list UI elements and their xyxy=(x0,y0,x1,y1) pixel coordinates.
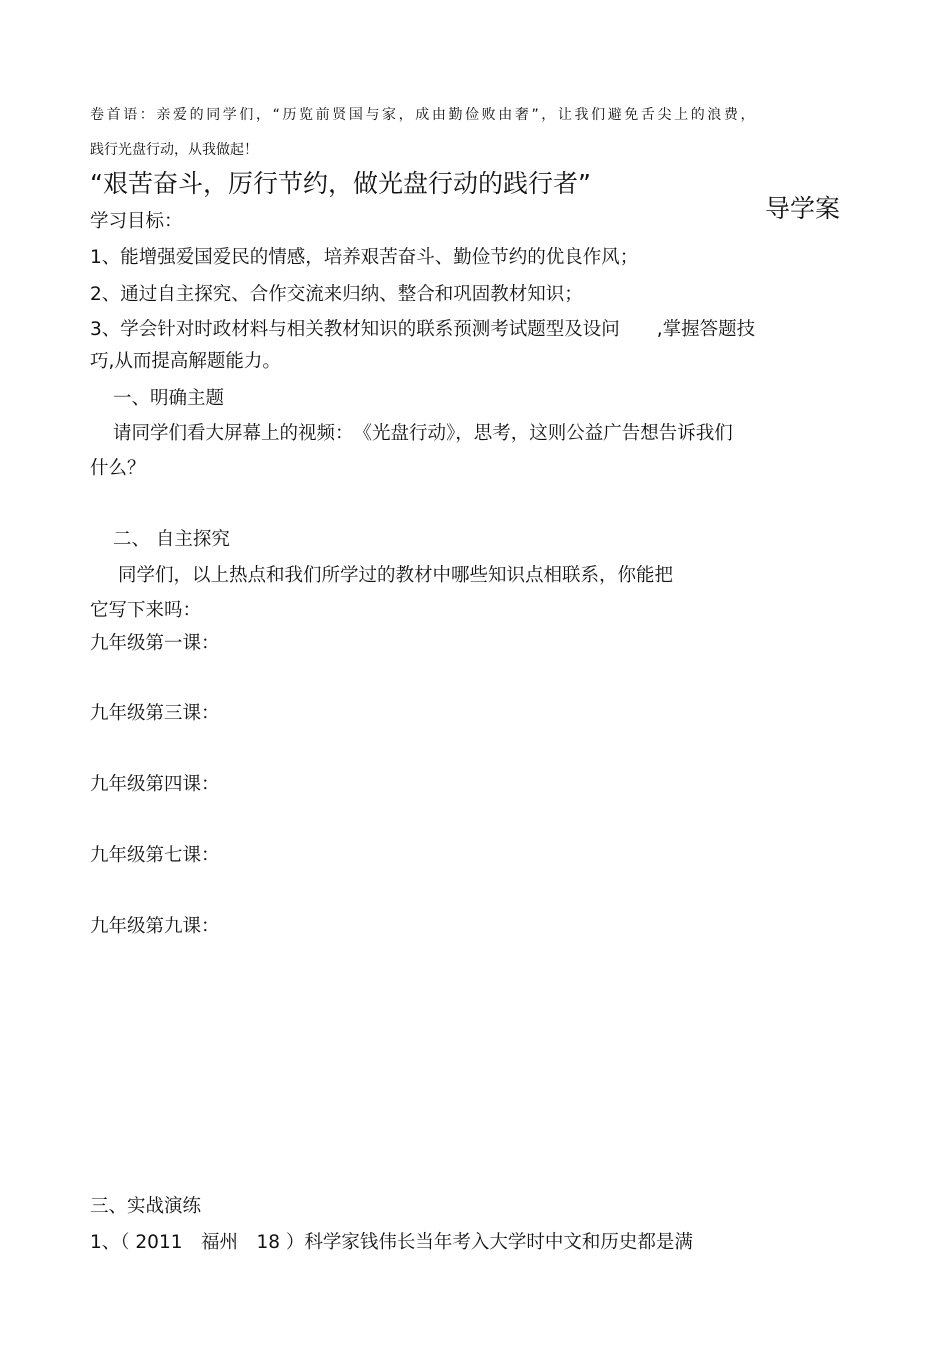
objective-item-3-cont: 巧,从而提高解题能力。 xyxy=(90,351,281,372)
section2-heading: 二、 自主探究 xyxy=(113,529,230,550)
section1-text-line-2: 什么？ xyxy=(90,458,146,479)
preface-line-1: 卷首语：亲爱的同学们，“历览前贤国与家，成由勤俭败由奢”，让我们避免舌尖上的浪费， xyxy=(90,107,758,123)
objectives-heading: 学习目标： xyxy=(90,211,183,232)
section1-heading: 一、明确主题 xyxy=(113,388,225,409)
objective-item-1: 1、能增强爱国爱民的情感，培养艰苦奋斗、勤俭节约的优良作风； xyxy=(90,247,639,268)
section2-text-line-2: 它写下来吗： xyxy=(90,600,202,621)
objective-item-2: 2、通过自主探究、合作交流来归纳、整合和巩固教材知识； xyxy=(90,284,583,305)
document-title-suffix: 导学案 xyxy=(765,194,841,223)
lesson-item: 九年级第四课： xyxy=(90,774,220,795)
section3-question-1: 1、（ 2011 福州 18 ）科学家钱伟长当年考入大学时中文和历史都是满 xyxy=(90,1232,693,1253)
section3-heading: 三、实战演练 xyxy=(90,1196,202,1217)
preface-line-2: 践行光盘行动，从我做起！ xyxy=(90,142,258,158)
lesson-item: 九年级第七课： xyxy=(90,845,220,866)
section2-text-line-1: 同学们，以上热点和我们所学过的教材中哪些知识点相联系，你能把 xyxy=(118,565,674,586)
lesson-item: 九年级第九课： xyxy=(90,916,220,937)
section1-text-line-1: 请同学们看大屏幕上的视频： 《光盘行动》，思考，这则公益广告想告诉我们 xyxy=(113,423,733,444)
objective-item-3: 3、学会针对时政材料与相关教材知识的联系预测考试题型及设问 ,掌握答题技 xyxy=(90,319,756,340)
document-title: “艰苦奋斗，厉行节约，做光盘行动的践行者” xyxy=(90,169,591,198)
lesson-item: 九年级第三课： xyxy=(90,703,220,724)
lesson-item: 九年级第一课： xyxy=(90,633,220,654)
